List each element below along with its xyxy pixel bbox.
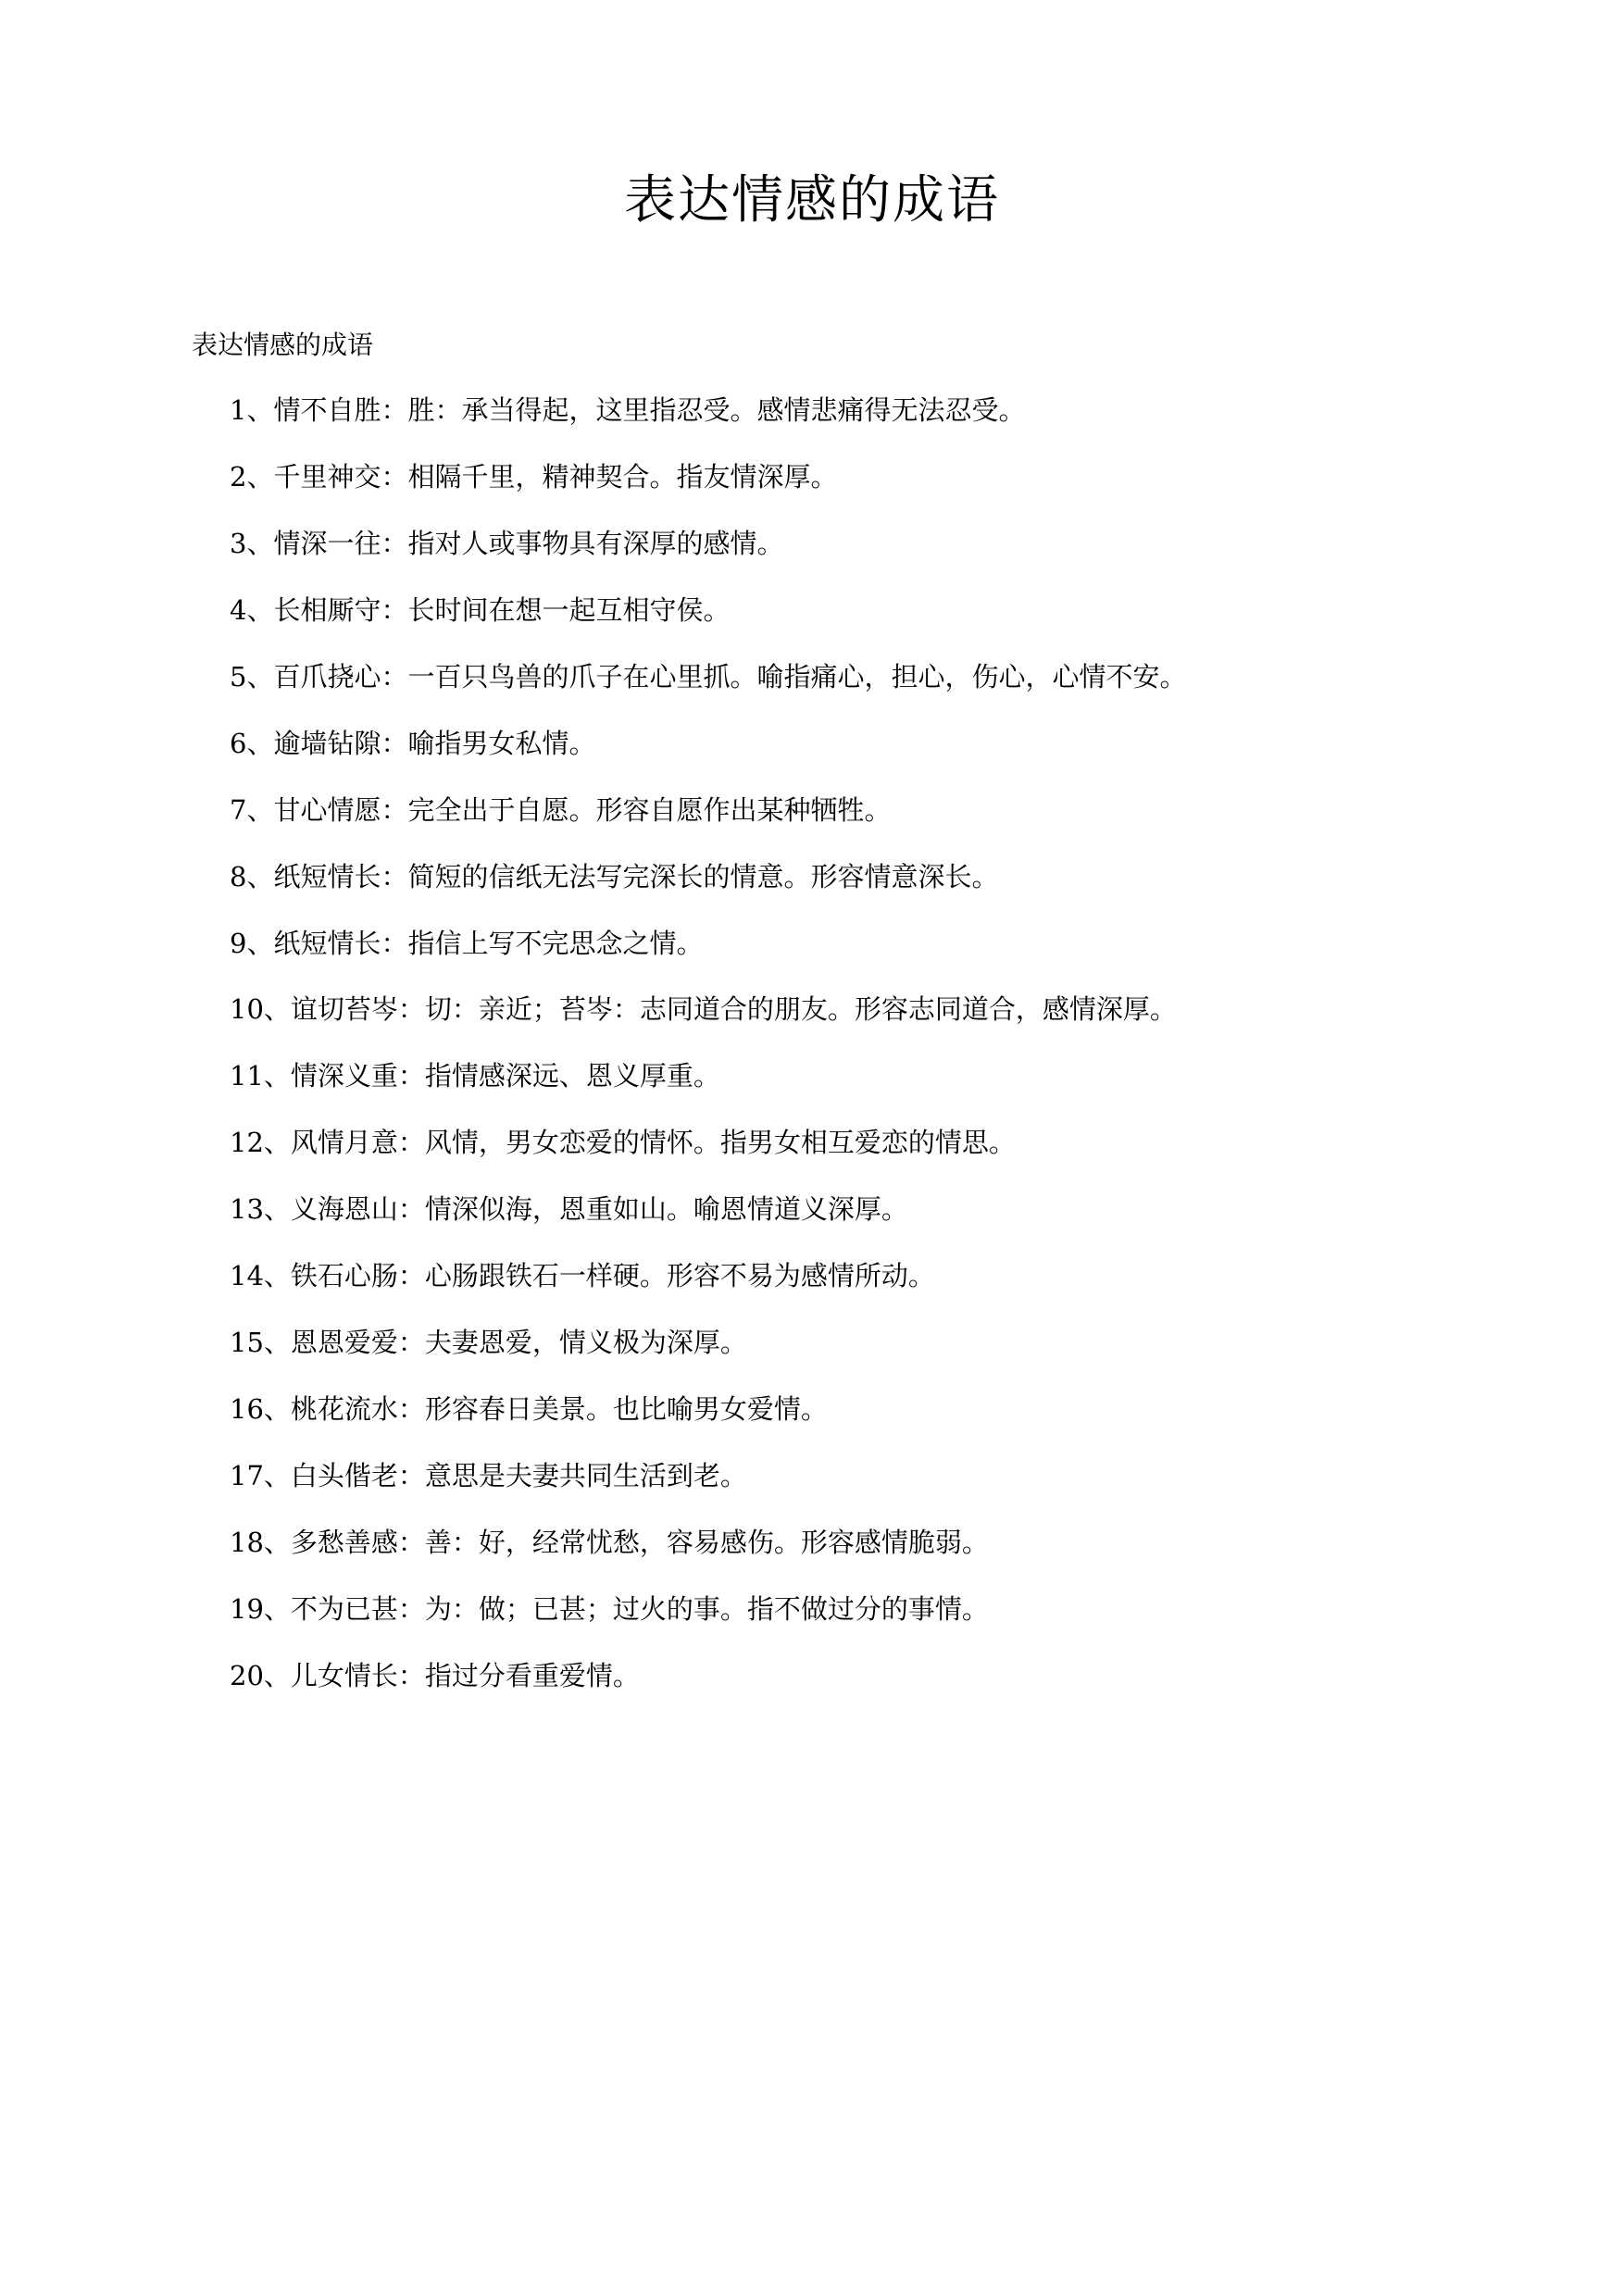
idiom-entry-11: 11、情深义重：指情感深远、恩义厚重。 bbox=[230, 1060, 720, 1092]
idiom-entry-19: 19、不为已甚：为：做；已甚；过火的事。指不做过分的事情。 bbox=[230, 1592, 989, 1625]
page-title: 表达情感的成语 bbox=[624, 170, 1000, 231]
idiom-entry-1: 1、情不自胜：胜：承当得起，这里指忍受。感情悲痛得无法忍受。 bbox=[230, 394, 1026, 426]
document-body bbox=[0, 326, 1624, 1697]
idiom-entry-2: 2、千里神交：相隔千里，精神契合。指友情深厚。 bbox=[230, 460, 838, 493]
idiom-entry-15: 15、恩恩爱爱：夫妻恩爱，情义极为深厚。 bbox=[230, 1327, 747, 1359]
idiom-entry-5: 5、百爪挠心：一百只鸟兽的爪子在心里抓。喻指痛心，担心，伤心，心情不安。 bbox=[230, 660, 1187, 692]
idiom-entry-3: 3、情深一往：指对人或事物具有深厚的感情。 bbox=[230, 527, 784, 559]
idiom-entry-12: 12、风情月意：风情，男女恋爱的情怀。指男女相互爱恋的情思。 bbox=[230, 1127, 1016, 1159]
idiom-entry-6: 6、逾墙钻隙：喻指男女私情。 bbox=[230, 727, 596, 759]
intro-paragraph: 表达情感的成语 bbox=[192, 330, 374, 360]
idiom-entry-13: 13、义海恩山：情深似海，恩重如山。喻恩情道义深厚。 bbox=[230, 1193, 908, 1226]
idiom-entry-10: 10、谊切苔岑：切：亲近；苔岑：志同道合的朋友。形容志同道合，感情深厚。 bbox=[230, 993, 1177, 1026]
idiom-entry-20: 20、儿女情长：指过分看重爱情。 bbox=[230, 1659, 640, 1691]
idiom-entry-7: 7、甘心情愿：完全出于自愿。形容自愿作出某种牺牲。 bbox=[230, 793, 892, 826]
idiom-entry-18: 18、多愁善感：善：好，经常忧愁，容易感伤。形容感情脆弱。 bbox=[230, 1526, 989, 1558]
idiom-entry-8: 8、纸短情长：简短的信纸无法写完深长的情意。形容情意深长。 bbox=[230, 860, 999, 892]
idiom-entry-9: 9、纸短情长：指信上写不完思念之情。 bbox=[230, 927, 704, 959]
idiom-entry-4: 4、长相厮守：长时间在想一起互相守侯。 bbox=[230, 593, 731, 626]
idiom-entry-14: 14、铁石心肠：心肠跟铁石一样硬。形容不易为感情所动。 bbox=[230, 1260, 935, 1292]
idiom-entry-16: 16、桃花流水：形容春日美景。也比喻男女爱情。 bbox=[230, 1393, 828, 1426]
idiom-entry-17: 17、白头偕老：意思是夫妻共同生活到老。 bbox=[230, 1460, 747, 1491]
